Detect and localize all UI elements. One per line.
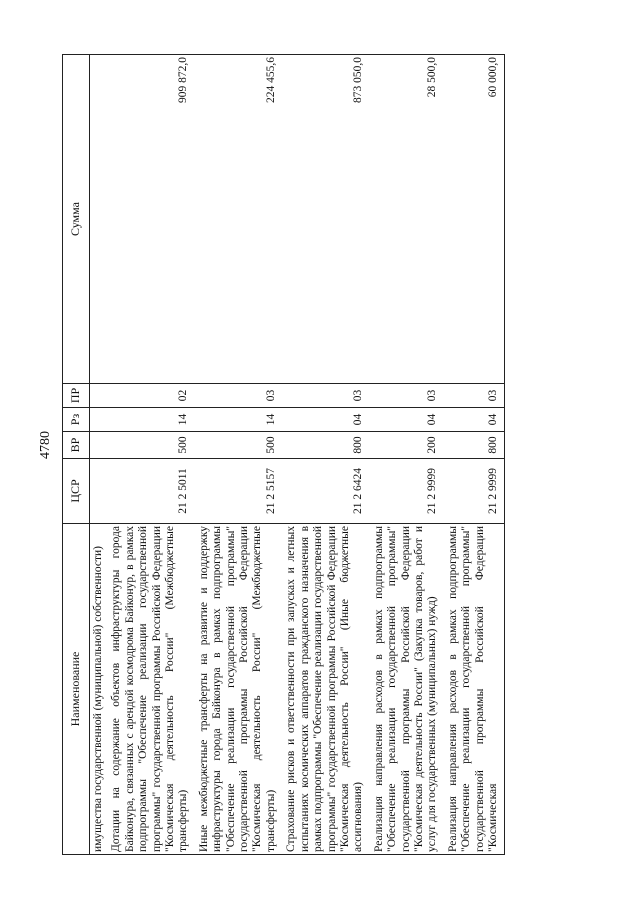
continuation-row <box>90 55 108 855</box>
row-name: Реализация направления расходов в рамках подпрограммы "Обеспечение реализации государственной программы" государственной программы Российской Федерации "Космическая <box>444 524 505 855</box>
row-vr: 800 <box>282 432 369 459</box>
table-row <box>107 55 194 855</box>
row-sum: 873 050,0 <box>282 55 369 384</box>
page-number: 4780 <box>38 431 53 459</box>
row-pr: 03 <box>444 384 505 408</box>
row-sum: 224 455,6 <box>195 55 282 384</box>
table-header-row <box>63 55 90 855</box>
budget-table <box>62 54 505 855</box>
row-sum: 909 872,0 <box>107 55 194 384</box>
row-name: Реализация направления расходов в рамках подпрограммы "Обеспечение реализации государственной программы" государственной программы Российской Федерации "Космическая деятельность России" (Закупка товаров, работ и услуг для государственных (муниципальных) нужд) <box>370 524 444 855</box>
row-rz: 04 <box>370 408 444 432</box>
header-sum: Сумма <box>63 55 90 384</box>
row-csr: 21 2 9999 <box>370 459 444 524</box>
header-csr: ЦСР <box>63 459 90 524</box>
row-csr: 21 2 6424 <box>282 459 369 524</box>
row-sum: 28 500,0 <box>370 55 444 384</box>
row-rz: 04 <box>282 408 369 432</box>
table-row <box>282 55 369 855</box>
row-pr: 02 <box>107 384 194 408</box>
row-name: Иные межбюджетные трансферты на развитие и поддержку инфраструктуры города Байконура в рамках подпрограммы "Обеспечение реализации государственной программы" государственной программы Российской Федерации "Космическая деятельность России" (Межбюджетные трансферты) <box>195 524 282 855</box>
row-pr: 03 <box>282 384 369 408</box>
row-rz: 04 <box>444 408 505 432</box>
table-row <box>444 55 505 855</box>
row-rz: 14 <box>107 408 194 432</box>
row-csr: 21 2 9999 <box>444 459 505 524</box>
row-vr: 800 <box>444 432 505 459</box>
row-csr: 21 2 5011 <box>107 459 194 524</box>
row-vr: 500 <box>107 432 194 459</box>
table-row <box>195 55 282 855</box>
table-row <box>370 55 444 855</box>
row-name: Страхование рисков и ответственности при запусках и летных испытаниях космических аппаратов гражданского назначения в рамках подпрограммы "Обеспечение реализации государственной программы" государственной программы Российской Федерации "Космическая деятельность России" (Иные бюджетные ассигнования) <box>282 524 369 855</box>
row-pr: 03 <box>370 384 444 408</box>
continuation-text: имущества государственной (муниципальной) собственности) <box>90 524 108 855</box>
header-pr: ПР <box>63 384 90 408</box>
header-name: Наименование <box>63 524 90 855</box>
row-pr: 03 <box>195 384 282 408</box>
row-name: Дотации на содержание объектов инфраструктуры города Байконура, связанных с арендой космодрома Байконур, в рамках подпрограммы "Обеспечение реализации государственной программы" государственной программы Российской Федерации "Космическая деятельность России" (Межбюджетные трансферты) <box>107 524 194 855</box>
row-vr: 500 <box>195 432 282 459</box>
header-vr: ВР <box>63 432 90 459</box>
row-csr: 21 2 5157 <box>195 459 282 524</box>
row-vr: 200 <box>370 432 444 459</box>
row-sum: 60 000,0 <box>444 55 505 384</box>
header-rz: Рз <box>63 408 90 432</box>
row-rz: 14 <box>195 408 282 432</box>
